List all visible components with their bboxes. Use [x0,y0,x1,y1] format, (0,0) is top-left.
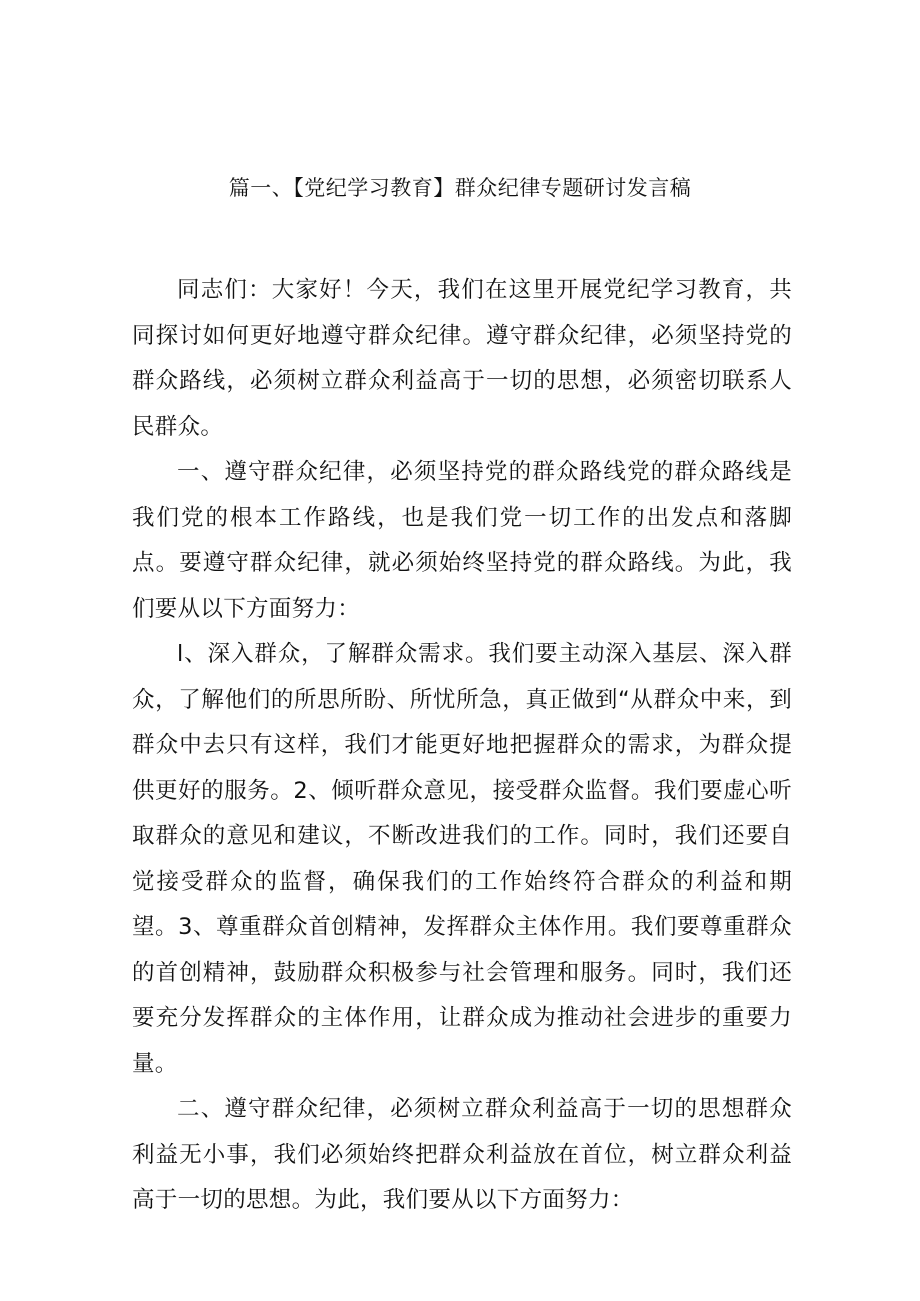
paragraph-section-two: 二、遵守群众纪律，必须树立群众利益高于一切的思想群众利益无小事，我们必须始终把群众利益放在首位，树立群众利益高于一切的思想。为此，我们要从以下方面努力： [132,1096,792,1213]
document-title: 篇一、【党纪学习教育】群众纪律专题研讨发言稿 [228,176,692,200]
paragraph-greeting: 同志们：大家好！今天，我们在这里开展党纪学习教育，共同探讨如何更好地遵守群众纪律。遵守群众纪律，必须坚持党的群众路线，必须树立群众利益高于一切的思想，必须密切联系人民群众。 [132,277,792,440]
paragraph-section-one: 一、遵守群众纪律，必须坚持党的群众路线党的群众路线是我们党的根本工作路线，也是我们党一切工作的出发点和落脚点。要遵守群众纪律，就必须始终坚持党的群众路线。为此，我们要从以下方面努力： [132,459,792,622]
paragraph-section-one-points: l、深入群众，了解群众需求。我们要主动深入基层、深入群众，了解他们的所思所盼、所忧所急，真正做到“从群众中来，到群众中去只有这样，我们才能更好地把握群众的需求，为群众提供更好的服务。2、倾听群众意见，接受群众监督。我们要虚心听取群众的意见和建议，不断改进我们的工作。同时，我们还要自觉接受群众的监督，确保我们的工作始终符合群众的利益和期望。3、尊重群众首创精神，发挥群众主体作用。我们要尊重群众的首创精神，鼓励群众积极参与社会管理和服务。同时，我们还要充分发挥群众的主体作用，让群众成为推动社会进步的重要力量。 [132,641,792,1077]
document-body [132,268,792,1224]
